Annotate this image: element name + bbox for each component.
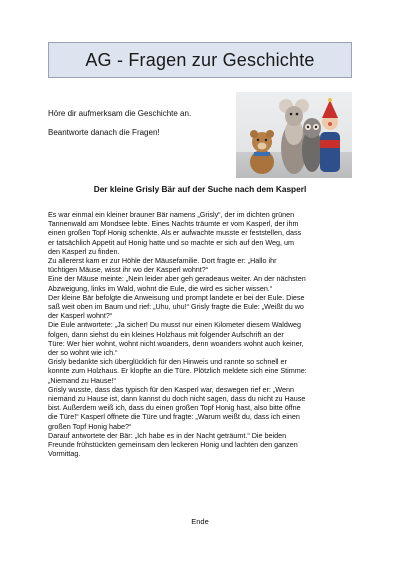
story-title: Der kleine Grisly Bär auf der Suche nach dem Kasperl [93, 184, 307, 194]
page-title: AG - Fragen zur Geschichte [85, 49, 315, 70]
story-end: Ende [191, 517, 209, 526]
kasperl-puppet-figure [320, 98, 340, 172]
story-line: den Kasperl zu finden. [48, 246, 120, 256]
story-line: Grisly wusste, dass das typisch für den Kasperl war, deswegen rief er: „Wenn [48, 384, 294, 394]
intro-line-listen: Höre dir aufmerksam die Geschichte an. [48, 109, 192, 118]
story-line: folgen, dann siehst du ein kleines Holzhaus mit folgender Aufschrift an der [48, 329, 284, 339]
story-line: der Kasperl wohnt?“ [48, 311, 113, 321]
story-line: Vormittag. [48, 449, 81, 459]
story-line: Darauf antwortete der Bär: „Ich habe es in der Nacht geträumt.“ Die beiden [48, 430, 287, 440]
puppet-photo-drawing [236, 92, 352, 178]
story-line: der so wohnt wie ich.“ [48, 348, 118, 358]
title-box [48, 42, 352, 78]
story-line: Türe: Wer hier wohnt, wohnt nicht woanders, denn woanders wohnt auch keiner, [48, 338, 304, 348]
story-line: großen Topf Honig habe?“ [48, 421, 132, 431]
teddy-bear-figure [250, 130, 274, 174]
story-line: Zu allererst kam er zur Höhle der Mäusefamilie. Dort fragte er: „Hallo ihr [48, 256, 277, 266]
intro-line-answer: Beantworte danach die Fragen! [48, 128, 160, 137]
story-line: Eine der Mäuse meinte: „Nein leider aber geh geradeaus weiter. An der nächsten [48, 274, 306, 284]
story-line: niemand zu Hause ist, dann kannst du doch nicht sagen, dass du nicht zu Hause [48, 394, 306, 404]
story-line: tüchtigen Mäuse, wisst ihr wo der Kasperl wohnt?“ [48, 265, 209, 275]
story-line: die Türe!“ Kasperl öffnete die Türe und fragte: „Warum weißt du, dass ich einen [48, 412, 300, 422]
story-line: Freunde frühstückten gemeinsam den leckeren Honig und lachten den ganzen [48, 440, 298, 450]
story-line: Abzweigung, links im Wald, wohnt die Eule, die wird es sicher wissen.“ [48, 283, 273, 293]
story-text [48, 210, 352, 458]
story-line: Tannenwald am Mondsee lebte. Eines Nachts träumte er vom Kasperl, der ihm [48, 219, 299, 229]
story-line: er tatsächlich Appetit auf Honig hatte und so machte er sich auf den Weg, um [48, 237, 294, 247]
story-line: bist. Außerdem weiß ich, dass du einen großen Topf Honig hast, also bitte öffne [48, 403, 301, 413]
story-line: Der kleine Bär befolgte die Anweisung und prompt landete er bei der Eule. Diese [48, 292, 305, 302]
story-line: Es war einmal ein kleiner brauner Bär namens „Grisly“, der im dichten grünen [48, 210, 295, 219]
story-line: Grisly bedankte sich überglücklich für den Hinweis und rannte so schnell er [48, 357, 287, 367]
story-line: „Niemand zu Hause!“ [48, 375, 116, 385]
owl-puppet-figure [302, 118, 322, 172]
story-line: konnte zum Holzhaus. Er klopfte an die Türe. Plötzlich meldete sich eine Stimme: [48, 366, 307, 376]
story-line: einen großen Topf Honig schenkte. Als er aufwachte musste er feststellen, dass [48, 228, 302, 238]
puppet-photo [236, 92, 352, 178]
story-line: Die Eule antwortete: „Ja sicher! Du musst nur einen Kilometer diesem Waldweg [48, 320, 302, 330]
story-line: saß weit oben im Baum und rief: „Uhu, uhu!“ Grisly fragte die Eule: „Weißt du wo [48, 302, 304, 312]
